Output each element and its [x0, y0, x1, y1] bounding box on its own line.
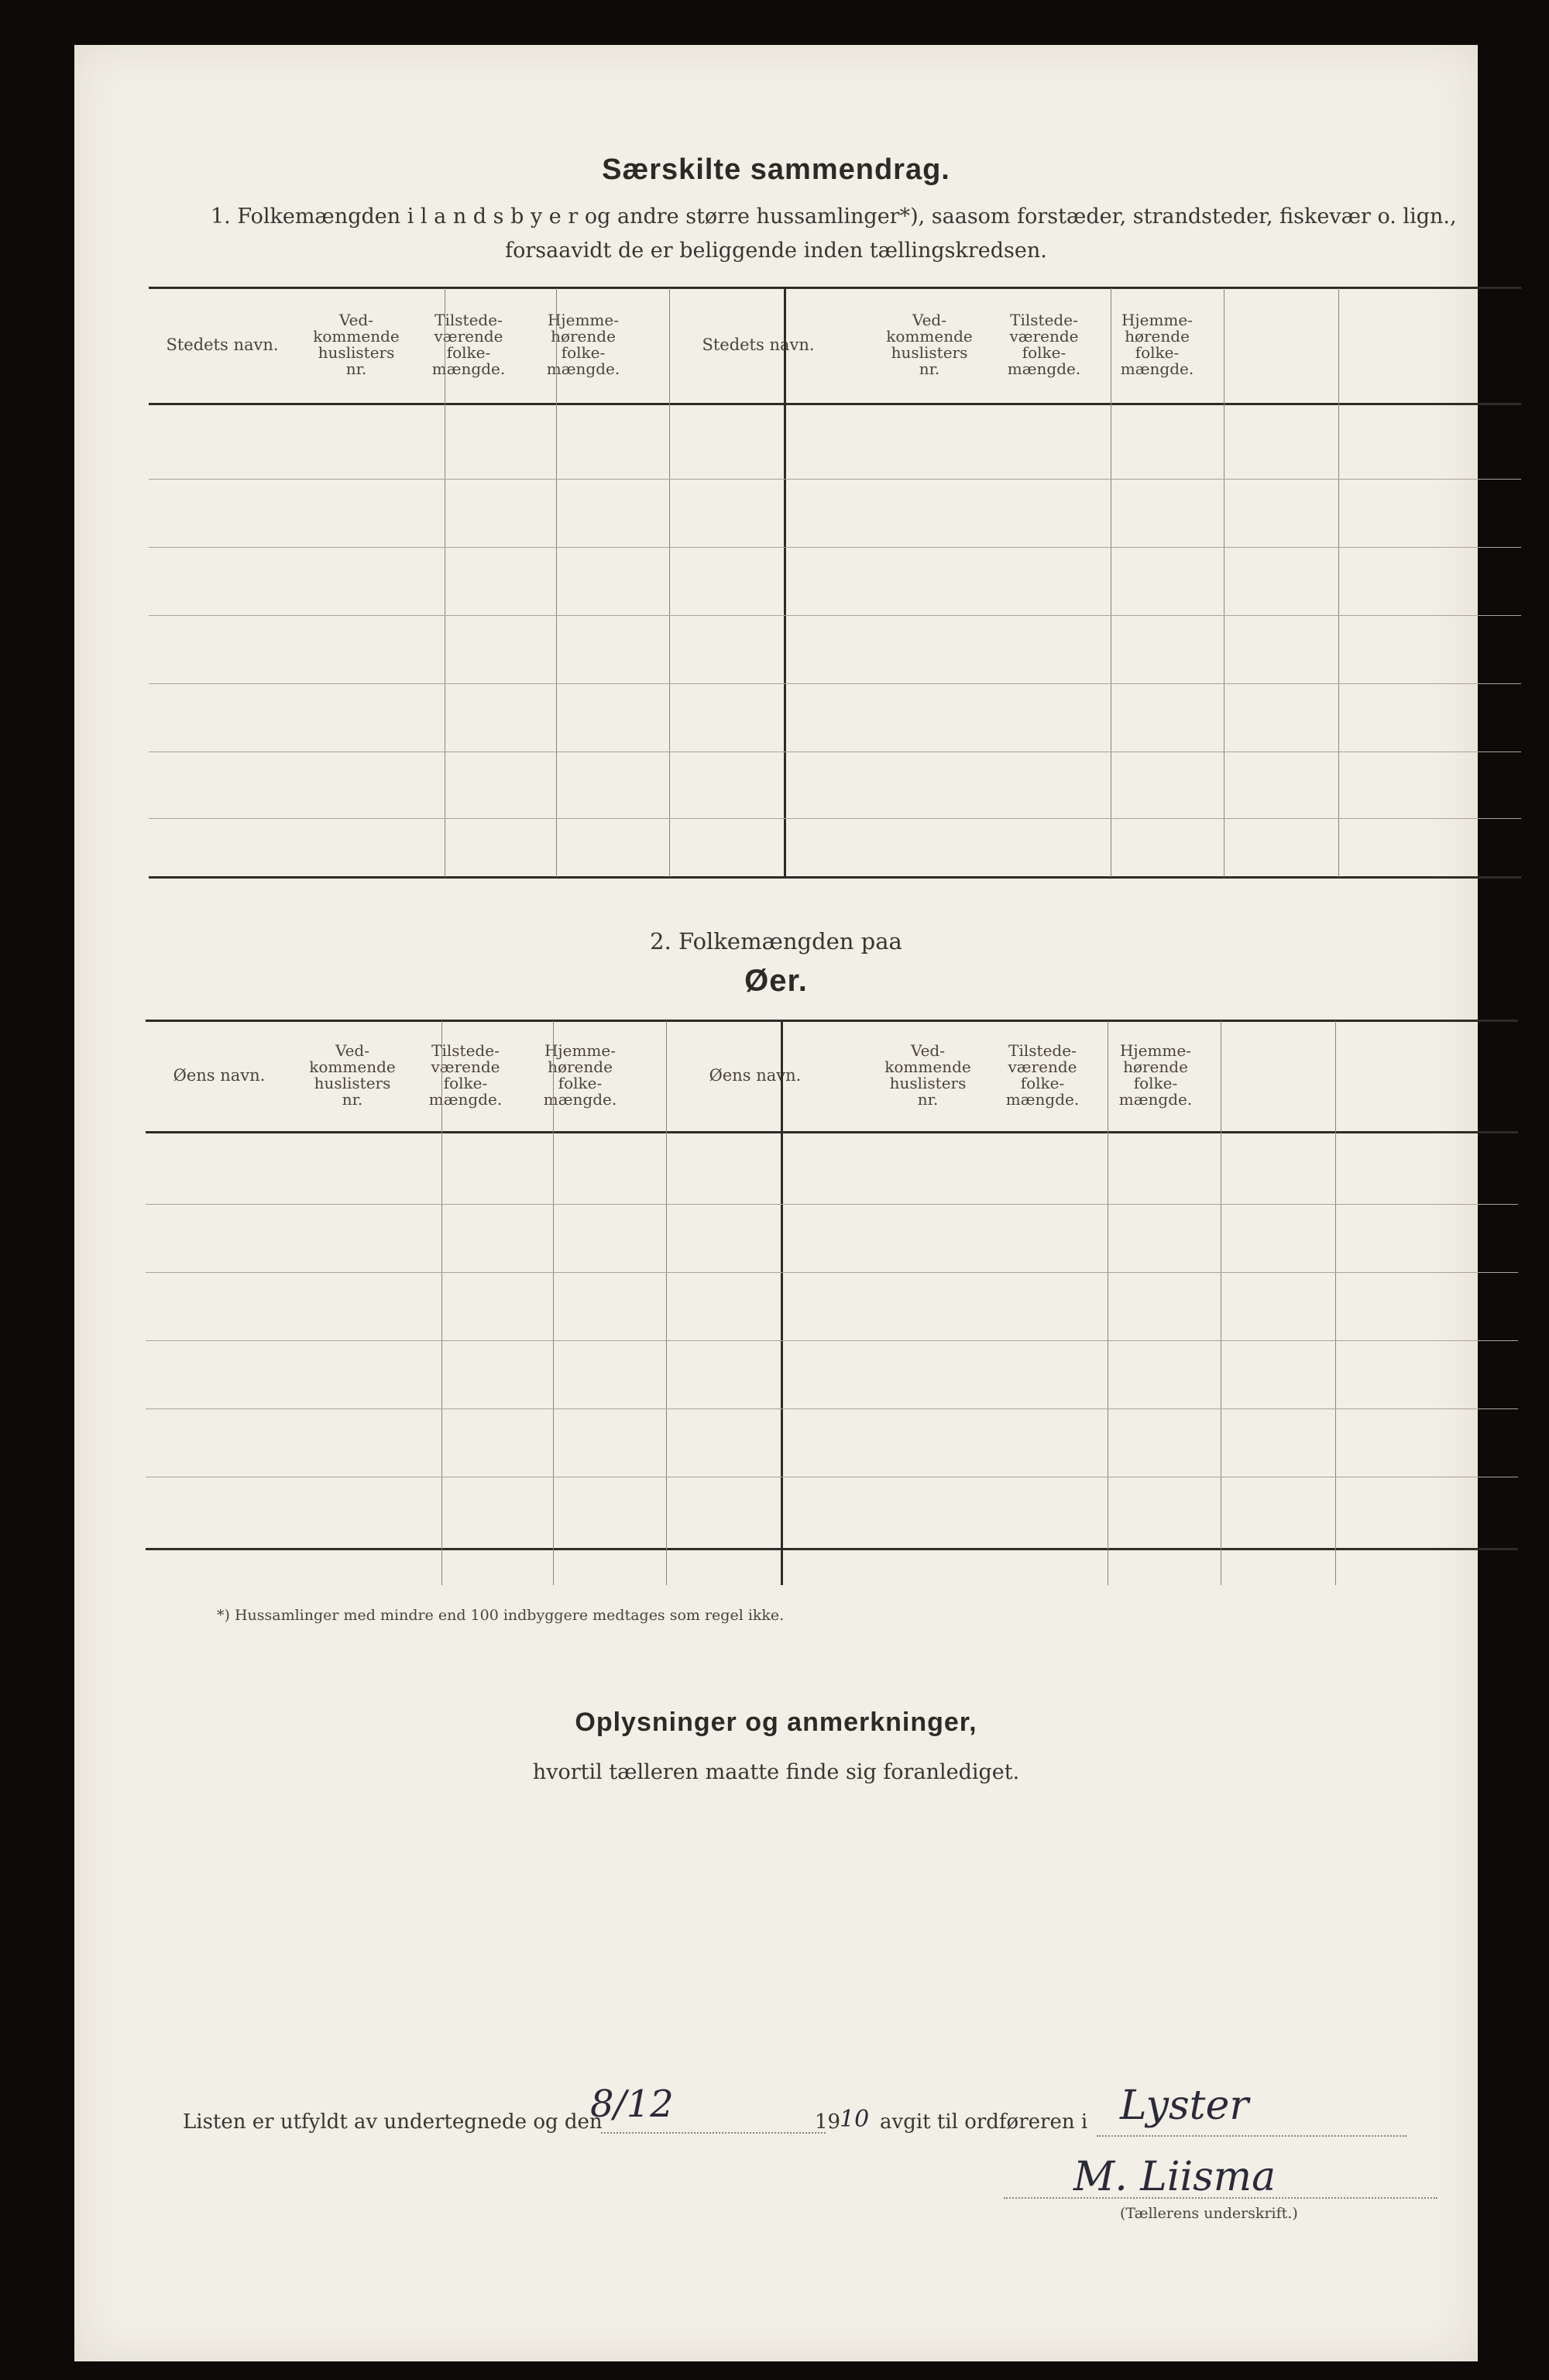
- table1-header-household-list-left: Ved- kommende huslisters nr.: [313, 311, 400, 378]
- year-handwritten-suffix: 10: [840, 2106, 870, 2133]
- table1-row-line: [149, 818, 1521, 819]
- table2-header-resident-population-left: Hjemme- hørende folke- mængde.: [543, 1041, 617, 1109]
- table1-header-present-population-right: Tilstede- værende folke- mængde.: [1007, 311, 1081, 378]
- table2-top-rule: [146, 1020, 1518, 1022]
- table2-center-divider: [781, 1021, 783, 1585]
- table2-row-line: [146, 1272, 1518, 1273]
- completion-statement-middle: avgit til ordføreren i: [880, 2110, 1088, 2134]
- section2-text-line1: 2. Folkemængden paa: [650, 928, 902, 954]
- table1-row-line: [149, 479, 1521, 480]
- table2-col-divider: [666, 1021, 667, 1585]
- signature-caption: (Tællerens underskrift.): [1120, 2205, 1298, 2222]
- table1-row-line: [149, 683, 1521, 684]
- table2-header-island-name-right: Øens navn.: [709, 1065, 802, 1085]
- table2-header-island-name-left: Øens navn.: [173, 1065, 266, 1085]
- remarks-title: Oplysninger og anmerkninger,: [575, 1708, 977, 1737]
- table2-header-rule: [146, 1131, 1518, 1133]
- table1-top-rule: [149, 287, 1521, 289]
- table2-bottom-rule: [146, 1548, 1518, 1550]
- table2-col-divider: [441, 1021, 442, 1585]
- table1-row-line: [149, 751, 1521, 752]
- table1-bottom-rule: [149, 876, 1521, 879]
- section1-text-line2: forsaavidt de er beliggende inden tællingskredsen.: [505, 239, 1047, 263]
- table1-header-place-name-left: Stedets navn.: [166, 335, 279, 354]
- table1-col-divider: [556, 288, 557, 877]
- table1-header-rule: [149, 403, 1521, 405]
- municipality-handwritten: Lyster: [1120, 2082, 1249, 2129]
- section1-text-line1: 1. Folkemængden i l a n d s b y e r og andre større hussamlinger*), saasom forstæder, strandsteder, fiskevær o. lign.,: [211, 205, 1457, 229]
- table2-col-divider: [1335, 1021, 1336, 1585]
- table2-header-resident-population-right: Hjemme- hørende folke- mængde.: [1118, 1041, 1193, 1109]
- table2-col-divider: [553, 1021, 554, 1585]
- table2-header-present-population-right: Tilstede- værende folke- mængde.: [1005, 1041, 1080, 1109]
- table2-header-present-population-left: Tilstede- værende folke- mængde.: [428, 1041, 503, 1109]
- table1-header-resident-population-left: Hjemme- hørende folke- mængde.: [546, 311, 620, 378]
- table2-row-line: [146, 1340, 1518, 1341]
- table1-header-present-population-left: Tilstede- værende folke- mængde.: [431, 311, 506, 378]
- table1-center-divider: [784, 288, 786, 877]
- table1-header-resident-population-right: Hjemme- hørende folke- mængde.: [1120, 311, 1194, 378]
- completion-statement-prefix: Listen er utfyldt av undertegnede og den: [183, 2110, 603, 2134]
- municipality-field-line: [1097, 2135, 1406, 2137]
- table2-header-household-list-right: Ved- kommende huslisters nr.: [884, 1041, 971, 1109]
- table1-row-line: [149, 615, 1521, 616]
- table2-header-household-list-left: Ved- kommende huslisters nr.: [309, 1041, 396, 1109]
- page-title: Særskilte sammendrag.: [602, 153, 950, 186]
- census-form-page: [74, 45, 1478, 2361]
- footnote: *) Hussamlinger med mindre end 100 indbyggere medtages som regel ikke.: [217, 1607, 785, 1624]
- table2-row-line: [146, 1408, 1518, 1409]
- year-printed-prefix: 19: [815, 2110, 841, 2134]
- enumerator-signature: M. Liisma: [1073, 2154, 1276, 2200]
- table1-col-divider: [669, 288, 670, 877]
- section2-heading: Øer.: [744, 964, 808, 998]
- table2-row-line: [146, 1204, 1518, 1205]
- remarks-subtitle: hvortil tælleren maatte finde sig foranlediget.: [532, 1760, 1020, 1784]
- table1-header-household-list-right: Ved- kommende huslisters nr.: [886, 311, 973, 378]
- table1-row-line: [149, 547, 1521, 548]
- table1-header-place-name-right: Stedets navn.: [702, 335, 815, 354]
- date-field-line: [601, 2132, 826, 2134]
- date-handwritten: 8/12: [590, 2082, 674, 2126]
- table1-col-divider: [1338, 288, 1339, 877]
